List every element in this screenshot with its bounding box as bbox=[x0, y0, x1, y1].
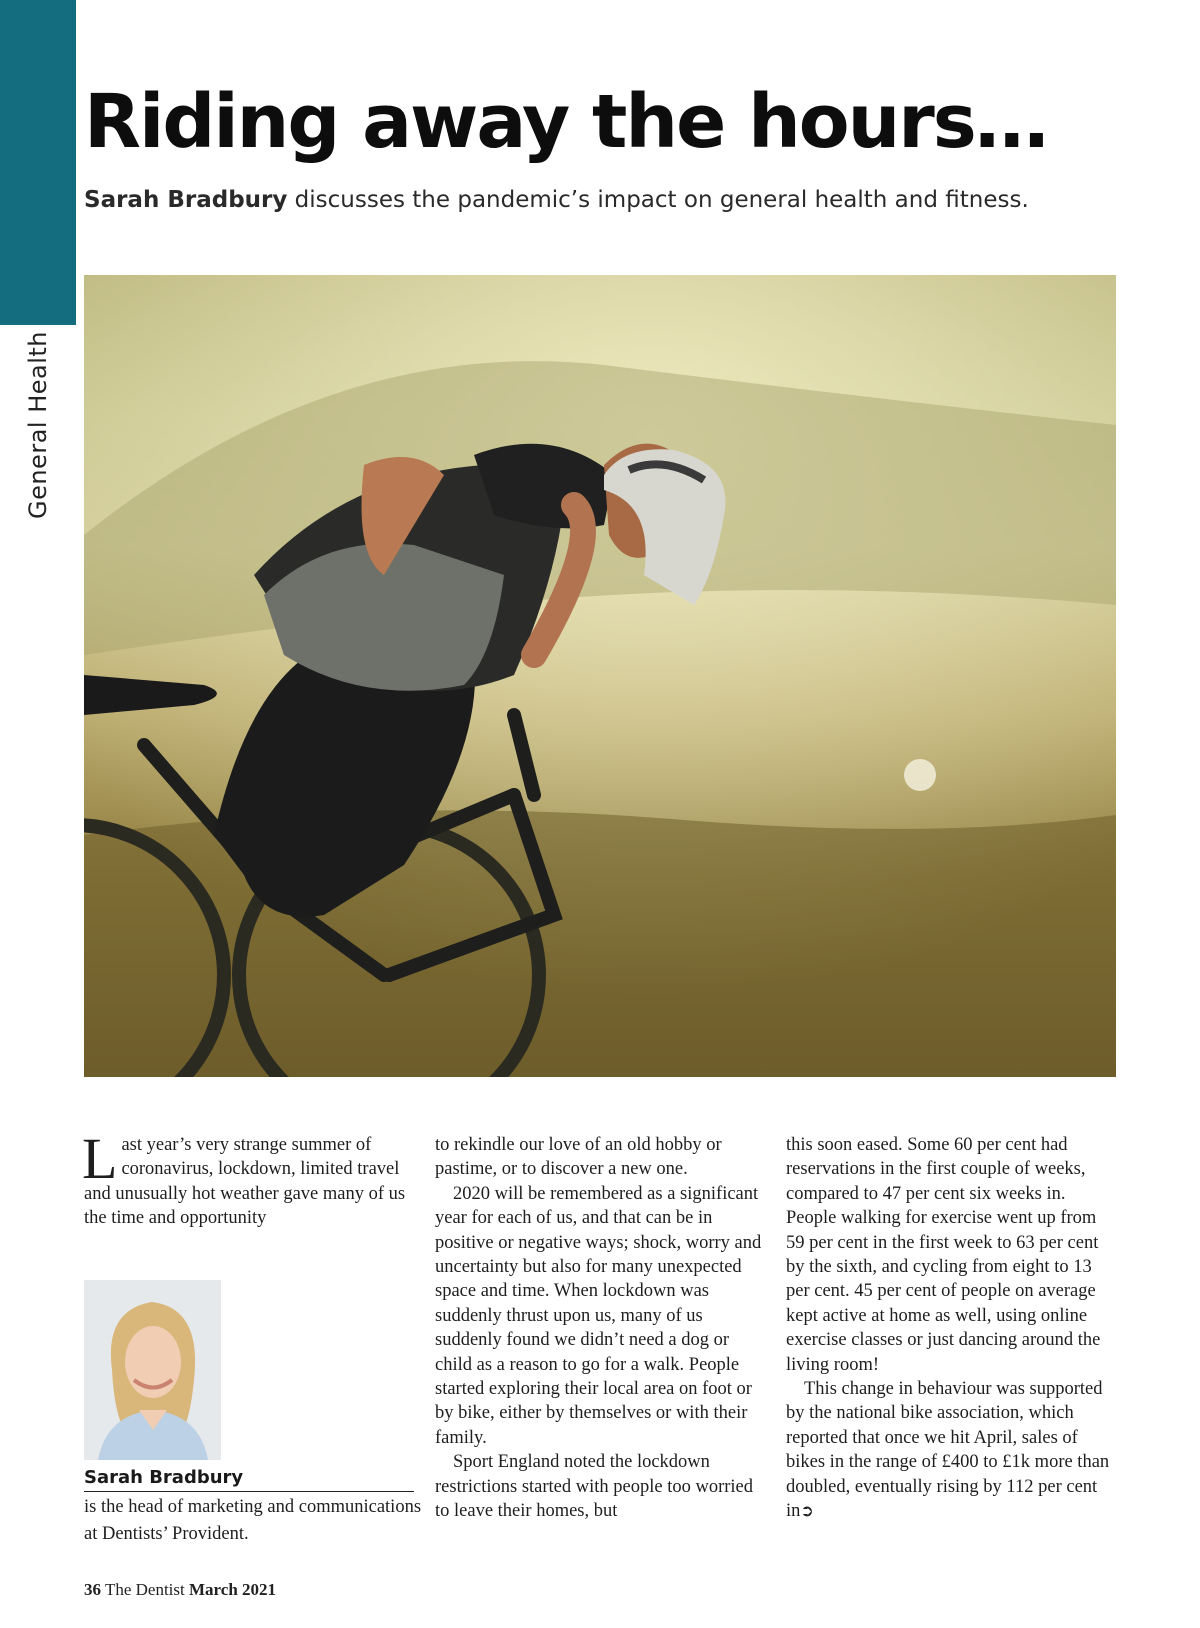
publication-name: The Dentist bbox=[104, 1580, 185, 1599]
page-number: 36 bbox=[84, 1580, 101, 1599]
article-headline: Riding away the hours… bbox=[84, 79, 1047, 165]
body-column-2 bbox=[435, 1133, 770, 1524]
bio-text: is the head of marketing and communications at Dentists’ Provident. bbox=[84, 1497, 422, 1544]
hero-photo bbox=[84, 275, 1116, 1077]
body-col2-paragraph-3: Sport England noted the lockdown restrictions started with people too worried to leave their homes, but bbox=[435, 1452, 754, 1522]
body-col1-paragraph-1: ast year’s very strange summer of coronavirus, lockdown, limited travel and unusually hot weather gave many of us the time and opportunity bbox=[84, 1135, 406, 1229]
continue-arrow-icon: ➲ bbox=[800, 1501, 814, 1521]
body-col3-paragraph-1: this soon eased. Some 60 per cent had reservations in the first couple of weeks, compared to 47 per cent six weeks in. People walking for exercise went up from 59 per cent in the first week to 63 per cent by the sixth, and cycling from eight to 13 per cent. 45 per cent of people on average kept active at home as well, using online exercise classes or just dancing around the living room! bbox=[786, 1135, 1101, 1375]
article-standfirst bbox=[84, 187, 1029, 213]
body-col2-paragraph-1: to rekindle our love of an old hobby or pastime, or to discover a new one. bbox=[435, 1135, 722, 1180]
body-column-1 bbox=[82, 1126, 414, 1231]
body-col2-paragraph-2: 2020 will be remembered as a significant year for each of us, and that can be in positive or negative ways; shock, worry and uncertainty but also for many unexpected space and time. When lockdown was suddenly thrust upon us, many of us suddenly found we didn’t need a dog or child as a reason to go for a walk. People started exploring their local area on foot or by bike, either by themselves or with their family. bbox=[435, 1183, 762, 1448]
author-portrait bbox=[84, 1280, 221, 1460]
section-label: General Health bbox=[24, 330, 52, 520]
body-col3-paragraph-2 bbox=[786, 1377, 1116, 1523]
standfirst-text: discusses the pandemic’s impact on general health and fitness. bbox=[287, 187, 1029, 213]
section-color-tab bbox=[0, 0, 76, 325]
cyclist-illustration bbox=[84, 275, 1116, 1077]
bio-name: Sarah Bradbury bbox=[84, 1467, 414, 1492]
body-column-3 bbox=[786, 1133, 1116, 1524]
page-footer bbox=[84, 1580, 276, 1600]
drop-cap: L bbox=[82, 1126, 118, 1191]
author-portrait-illustration bbox=[84, 1280, 221, 1460]
body-col3-paragraph-2-text: This change in behaviour was supported by the national bike association, which reported that once we hit April, sales of bikes in the range of £400 to £1k more than doubled, eventually rising by 112 per cent in bbox=[786, 1379, 1110, 1522]
issue-date: March 2021 bbox=[189, 1580, 277, 1599]
standfirst-author: Sarah Bradbury bbox=[84, 187, 288, 213]
